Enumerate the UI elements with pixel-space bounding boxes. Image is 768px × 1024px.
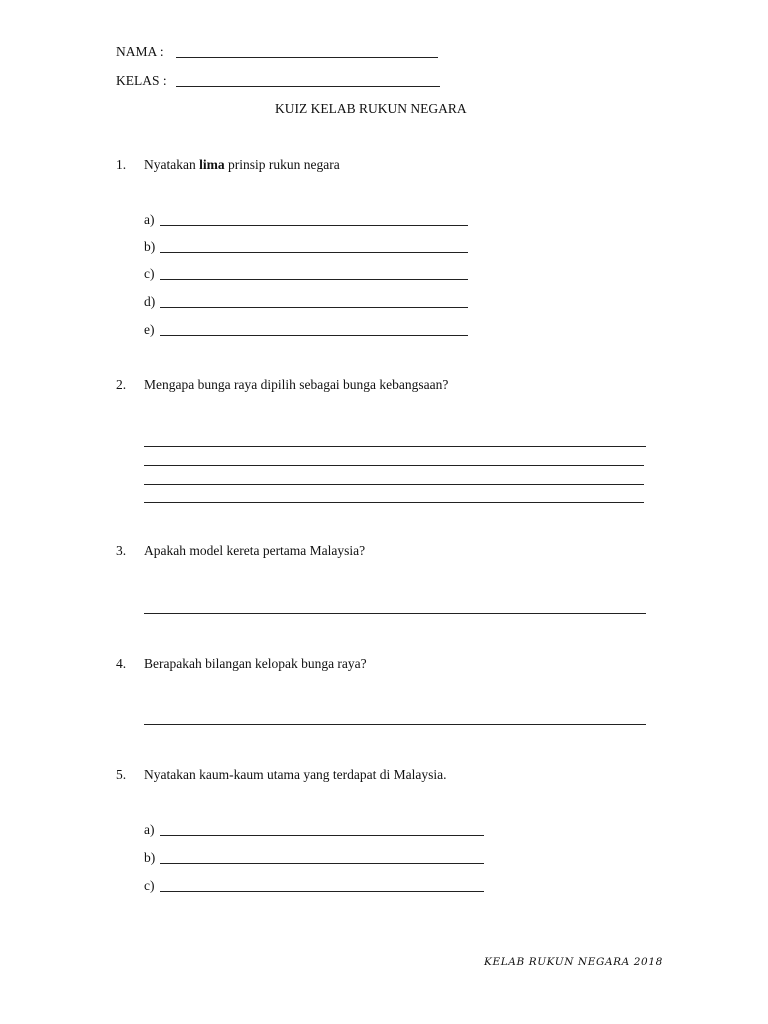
- question-4-text: Berapakah bilangan kelopak bunga raya?: [144, 656, 367, 671]
- question-1-label-b: b): [144, 239, 156, 254]
- nama-answer-line[interactable]: [176, 57, 438, 58]
- question-3-number: 3.: [116, 543, 127, 558]
- question-1-text: [144, 157, 340, 173]
- question-5-answer-line-b[interactable]: [160, 863, 484, 864]
- question-1-answer-line-d[interactable]: [160, 307, 468, 308]
- question-2-number: 2.: [116, 377, 127, 392]
- question-1-text-bold: lima: [199, 157, 225, 172]
- question-2-answer-line-1[interactable]: [144, 446, 646, 447]
- question-1-answer-line-e[interactable]: [160, 335, 468, 336]
- question-3-answer-line[interactable]: [144, 613, 646, 614]
- question-2-answer-line-3[interactable]: [144, 484, 644, 485]
- footer-text: KELAB RUKUN NEGARA 2018: [484, 956, 663, 968]
- question-5-number: 5.: [116, 767, 127, 782]
- question-5-text: Nyatakan kaum-kaum utama yang terdapat di Malaysia.: [144, 767, 447, 782]
- question-1-text-before: Nyatakan: [144, 157, 200, 172]
- question-1-label-c: c): [144, 266, 155, 281]
- kelas-label: KELAS :: [116, 73, 167, 88]
- question-1-label-d: d): [144, 294, 156, 309]
- page-title: KUIZ KELAB RUKUN NEGARA: [275, 101, 467, 116]
- question-5-answer-line-a[interactable]: [160, 835, 484, 836]
- nama-label: NAMA :: [116, 44, 164, 59]
- question-2-answer-line-4[interactable]: [144, 502, 644, 503]
- question-2-text: Mengapa bunga raya dipilih sebagai bunga kebangsaan?: [144, 377, 449, 392]
- question-1-number: 1.: [116, 157, 127, 172]
- question-1-label-a: a): [144, 212, 155, 227]
- question-4-answer-line[interactable]: [144, 724, 646, 725]
- question-5-label-b: b): [144, 850, 156, 865]
- question-2-answer-line-2[interactable]: [144, 465, 644, 466]
- question-1-answer-line-c[interactable]: [160, 279, 468, 280]
- kelas-answer-line[interactable]: [176, 86, 440, 87]
- question-5-label-c: c): [144, 878, 155, 893]
- question-1-answer-line-a[interactable]: [160, 225, 468, 226]
- question-1-label-e: e): [144, 322, 155, 337]
- question-4-number: 4.: [116, 656, 127, 671]
- question-5-answer-line-c[interactable]: [160, 891, 484, 892]
- question-3-text: Apakah model kereta pertama Malaysia?: [144, 543, 366, 558]
- question-5-label-a: a): [144, 822, 155, 837]
- question-1-text-after: prinsip rukun negara: [224, 157, 340, 172]
- question-1-answer-line-b[interactable]: [160, 252, 468, 253]
